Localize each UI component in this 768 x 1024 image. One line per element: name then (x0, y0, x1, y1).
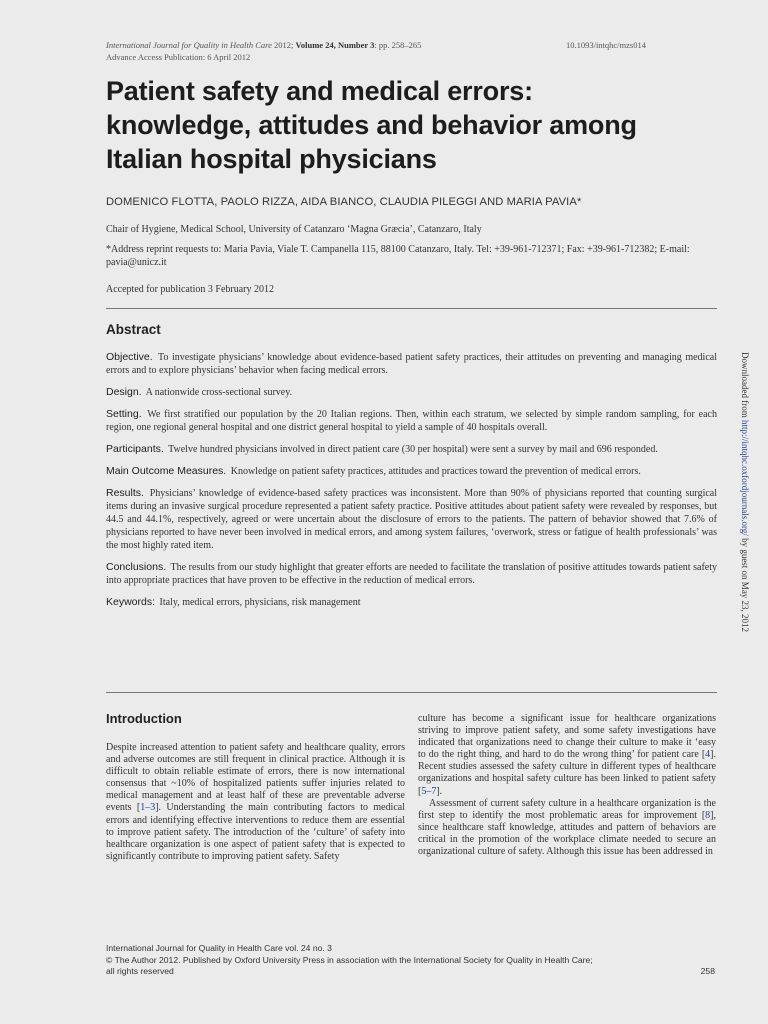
text-run: ]. Recent studies assessed the safety culture in different types of healthcare organizations and hospital safety culture has been linked to patient safety [ (418, 749, 716, 797)
title-line: Patient safety and medical errors: (106, 76, 533, 106)
journal-volume: Volume 24, Number 3 (295, 40, 375, 50)
download-prefix: Downloaded from (740, 352, 750, 420)
text-run: ]. Understanding the main contributing factors to medical errors and identifying effective interventions to reduce them are essential to improve patient safety. The introduction of the ‘culture’ of safety into healthcare organization is one aspect of patient safety that is expected to significantly contribute to improving patient safety. Safety (106, 802, 405, 862)
section-label: Conclusions. (106, 561, 167, 573)
divider (106, 692, 717, 693)
keywords-text: Italy, medical errors, physicians, risk management (159, 597, 361, 608)
paragraph (418, 798, 716, 858)
footer-rights: all rights reserved (106, 966, 174, 976)
download-link[interactable]: http://intqhc.oxfordjournals.org/ (740, 419, 750, 536)
citation-link[interactable]: 5–7 (421, 785, 437, 797)
section-text: Knowledge on patient safety practices, attitudes and practices toward the prevention of medical errors. (230, 466, 641, 477)
abstract-heading: Abstract (106, 322, 161, 337)
citation-link[interactable]: 8 (705, 809, 711, 821)
affiliation: Chair of Hygiene, Medical School, University of Catanzaro ‘Magna Græcia’, Catanzaro, Italy (106, 224, 482, 235)
footer-journal: International Journal for Quality in Health Care vol. 24 no. 3 (106, 943, 332, 953)
paragraph (106, 742, 405, 863)
paragraph (418, 713, 716, 798)
section-label: Results. (106, 487, 144, 499)
section-label: Design. (106, 386, 142, 398)
download-notice (738, 352, 752, 666)
section-label: Main Outcome Measures. (106, 465, 227, 477)
body-column-left (106, 742, 405, 863)
abstract-keywords (106, 596, 717, 609)
text-run: Assessment of current safety culture in a healthcare organization is the first step to identify the most problematic areas for improvement [ (418, 797, 716, 821)
correspondence-address: *Address reprint requests to: Maria Pavia, Viale T. Campanella 115, 88100 Catanzaro, Italy. Tel: +39-961-712371; Fax: +39-961-712382; E-mail: pavia@unicz.it (106, 244, 690, 268)
journal-pages: : pp. 258–265 (374, 40, 422, 50)
journal-year: 2012; (271, 40, 296, 50)
section-label: Objective. (106, 351, 153, 363)
abstract-outcome-measures (106, 465, 717, 478)
text-run: ], since healthcare staff knowledge, attitudes and pattern of behaviors are critical in the promotion of the workplace climate needed to secure an organizational culture of safety. Although this issue has been addressed in (418, 809, 716, 858)
footer-copyright: © The Author 2012. Published by Oxford University Press in association with the International Society for Quality in Health Care; (106, 954, 593, 965)
title-line: knowledge, attitudes and behavior among (106, 110, 637, 140)
citation-link[interactable]: 1–3 (140, 802, 156, 814)
section-label: Participants. (106, 443, 164, 455)
text-run: ]. (436, 785, 443, 797)
abstract-conclusions (106, 561, 717, 587)
section-text: A nationwide cross-sectional survey. (145, 387, 293, 398)
abstract-objective (106, 351, 717, 377)
section-text: To investigate physicians’ knowledge about evidence-based patient safety practices, their attitudes on preventing and managing medical errors and to explore physicians’ behavior when facing medical errors. (106, 352, 717, 376)
abstract-setting (106, 408, 717, 434)
section-label: Setting. (106, 408, 142, 420)
introduction-heading: Introduction (106, 711, 182, 726)
section-text: The results from our study highlight that greater efforts are needed to facilitate the translation of positive attitudes towards patient safety into appropriate practices that have proven to be effective in the reduction of medical errors. (106, 562, 717, 586)
page-number: 258 (700, 966, 715, 976)
accepted-date: Accepted for publication 3 February 2012 (106, 284, 275, 295)
journal-header (106, 40, 421, 63)
divider (106, 308, 717, 309)
body-column-right (418, 713, 716, 858)
text-run: culture has become a significant issue for healthcare organizations striving to improve patient safety, and some safety investigations have indicated that organizations need to change their culture to make it ‘easy to do the right thing, and hard to do the wrong thing’ for patient care [ (418, 713, 716, 761)
keywords-label: Keywords: (106, 596, 156, 608)
author-list: DOMENICO FLOTTA, PAOLO RIZZA, AIDA BIANCO, CLAUDIA PILEGGI AND MARIA PAVIA* (106, 196, 582, 208)
doi[interactable]: 10.1093/intqhc/mzs014 (565, 40, 646, 50)
abstract-design (106, 386, 717, 399)
section-text: We first stratified our population by the 20 Italian regions. Then, within each stratum, we selected by simple random sampling, for each region, one regional general hospital and one district general hospital to yield a sample of 40 hospitals overall. (106, 409, 717, 433)
abstract-participants (106, 443, 717, 456)
abstract-results (106, 487, 717, 552)
citation-link[interactable]: 4 (705, 749, 711, 761)
article-title (106, 74, 706, 176)
advance-access: Advance Access Publication: 6 April 2012 (106, 51, 251, 62)
title-line: Italian hospital physicians (106, 144, 437, 174)
abstract-body (106, 351, 717, 618)
section-text: Twelve hundred physicians involved in direct patient care (30 per hospital) were sent a survey by mail and 696 responded. (168, 444, 658, 455)
download-suffix: by guest on May 23, 2012 (740, 535, 750, 633)
text-run: Despite increased attention to patient safety and healthcare quality, errors and adverse outcomes are still frequent in clinical practice. Although it is difficult to obtain reliable estimate of errors, there is now international consensus that ~10% of hospitalized patients suffer injuries related to medical management and at least half of these are preventable adverse events [ (106, 742, 405, 814)
journal-name: International Journal for Quality in Health Care (106, 40, 272, 50)
section-text: Physicians’ knowledge of evidence-based safety practices was inconsistent. More than 90% of physicians reported that counting surgical items during an invasive surgical procedure represented a patient safety practice. Positive attitudes about patient safety were revealed by responses, but 44.5 and 44.1%, respectively, agreed or were uncertain about the disclosure of errors to the patients. The pattern of behavior showed that 7.6% of physicians reported to have never been involved in medical errors, and among system failures, ‘overwork, stress or fatigue of health professionals’ was the most highly rated item. (106, 488, 718, 551)
page-footer (106, 943, 593, 978)
